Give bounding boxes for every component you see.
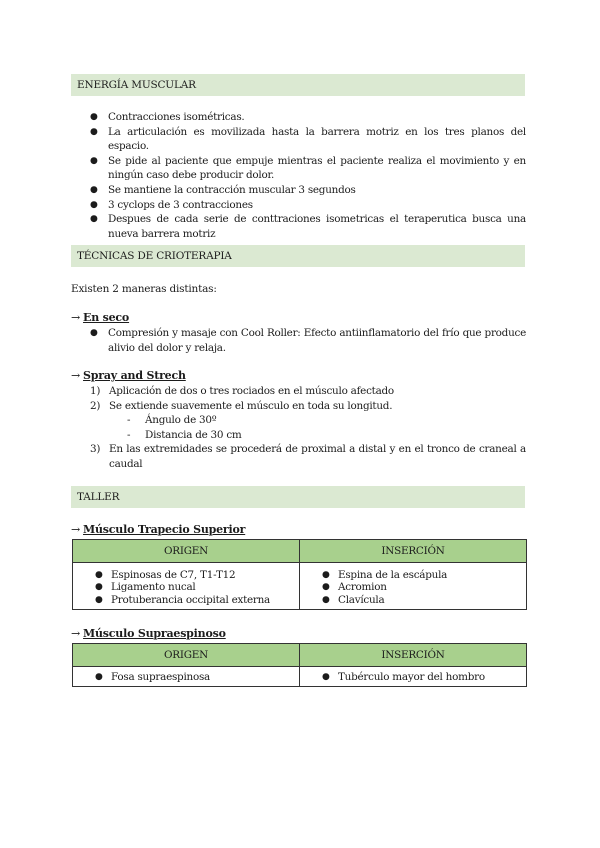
list-item: 3) En las extremidades se procederá de proximal a distal y en el tronco de craneal a caudal [90, 443, 526, 470]
list-item: ● Fosa supraespinosa [95, 671, 210, 683]
arrow-right-icon: → [71, 311, 81, 324]
list-item: - Distancia de 30 cm [127, 428, 242, 441]
table-header-insercion: INSERCIÓN [300, 644, 527, 667]
en-seco-bullet-list [88, 326, 526, 355]
subheading-supraespinoso: → Músculo Supraespinoso [71, 627, 226, 640]
list-item: ● 3 cyclops de 3 contracciones [90, 198, 253, 211]
list-item: 2) Se extiende suavemente el músculo en toda su longitud. - Ángulo de 30º - Distancia de 30 cm [90, 399, 526, 443]
subheading-trapecio-superior: → Músculo Trapecio Superior [71, 523, 246, 536]
arrow-right-icon: → [71, 627, 81, 640]
table-cell-insercion [300, 563, 527, 610]
list-item: ● Protuberancia occipital externa [95, 593, 271, 606]
table-row [73, 667, 527, 687]
list-item: ● Espinosas de C7, T1-T12 [95, 569, 236, 581]
list-item: ● Acromion [322, 581, 387, 594]
subheading-en-seco: → En seco [71, 311, 130, 324]
list-item: ● Despues de cada serie de conttraciones isometricas el teraperutica busca una nueva barrera motriz [90, 213, 526, 240]
table-header-origen: ORIGEN [73, 540, 300, 563]
list-item: ● Tubérculo mayor del hombro [322, 671, 485, 683]
spray-sub-list [109, 413, 526, 442]
table-row [73, 563, 527, 610]
crioterapia-intro: Existen 2 maneras distintas: [71, 283, 217, 295]
arrow-right-icon: → [71, 523, 81, 536]
trapecio-table [72, 539, 527, 610]
subheading-spray-and-strech: → Spray and Strech [71, 369, 186, 382]
list-item: - Ángulo de 30º [127, 414, 217, 426]
section-header-taller: TALLER [71, 486, 525, 508]
section-header-crioterapia: TÉCNICAS DE CRIOTERAPIA [71, 245, 525, 267]
energia-bullet-list [88, 110, 526, 241]
list-item: ● Espina de la escápula [322, 569, 448, 581]
arrow-right-icon: → [71, 369, 81, 382]
list-item: ● Clavícula [322, 593, 385, 606]
list-item: ● Se pide al paciente que empuje mientras el paciente realiza el movimiento y en ningún caso debe producir dolor. [90, 154, 526, 182]
list-item: ● Se mantiene la contracción muscular 3 segundos [90, 183, 356, 196]
table-cell-origen [73, 563, 300, 610]
list-item: ● Compresión y masaje con Cool Roller: Efecto antiinflamatorio del frío que produce alivio del dolor y relaja. [90, 327, 526, 354]
table-cell-insercion [300, 667, 527, 687]
list-item: ● La articulación es movilizada hasta la barrera motriz en los tres planos del espacio. [90, 125, 526, 153]
section-header-energia-muscular: ENERGÍA MUSCULAR [71, 74, 525, 96]
list-item: ● Contracciones isométricas. [90, 111, 245, 123]
table-header-origen: ORIGEN [73, 644, 300, 667]
list-item: ● Ligamento nucal [95, 581, 196, 594]
supraespinoso-table [72, 643, 527, 687]
table-header-insercion: INSERCIÓN [300, 540, 527, 563]
table-cell-origen [73, 667, 300, 687]
spray-numbered-list [90, 384, 526, 471]
list-item: 1) Aplicación de dos o tres rociados en el músculo afectado [90, 385, 394, 397]
